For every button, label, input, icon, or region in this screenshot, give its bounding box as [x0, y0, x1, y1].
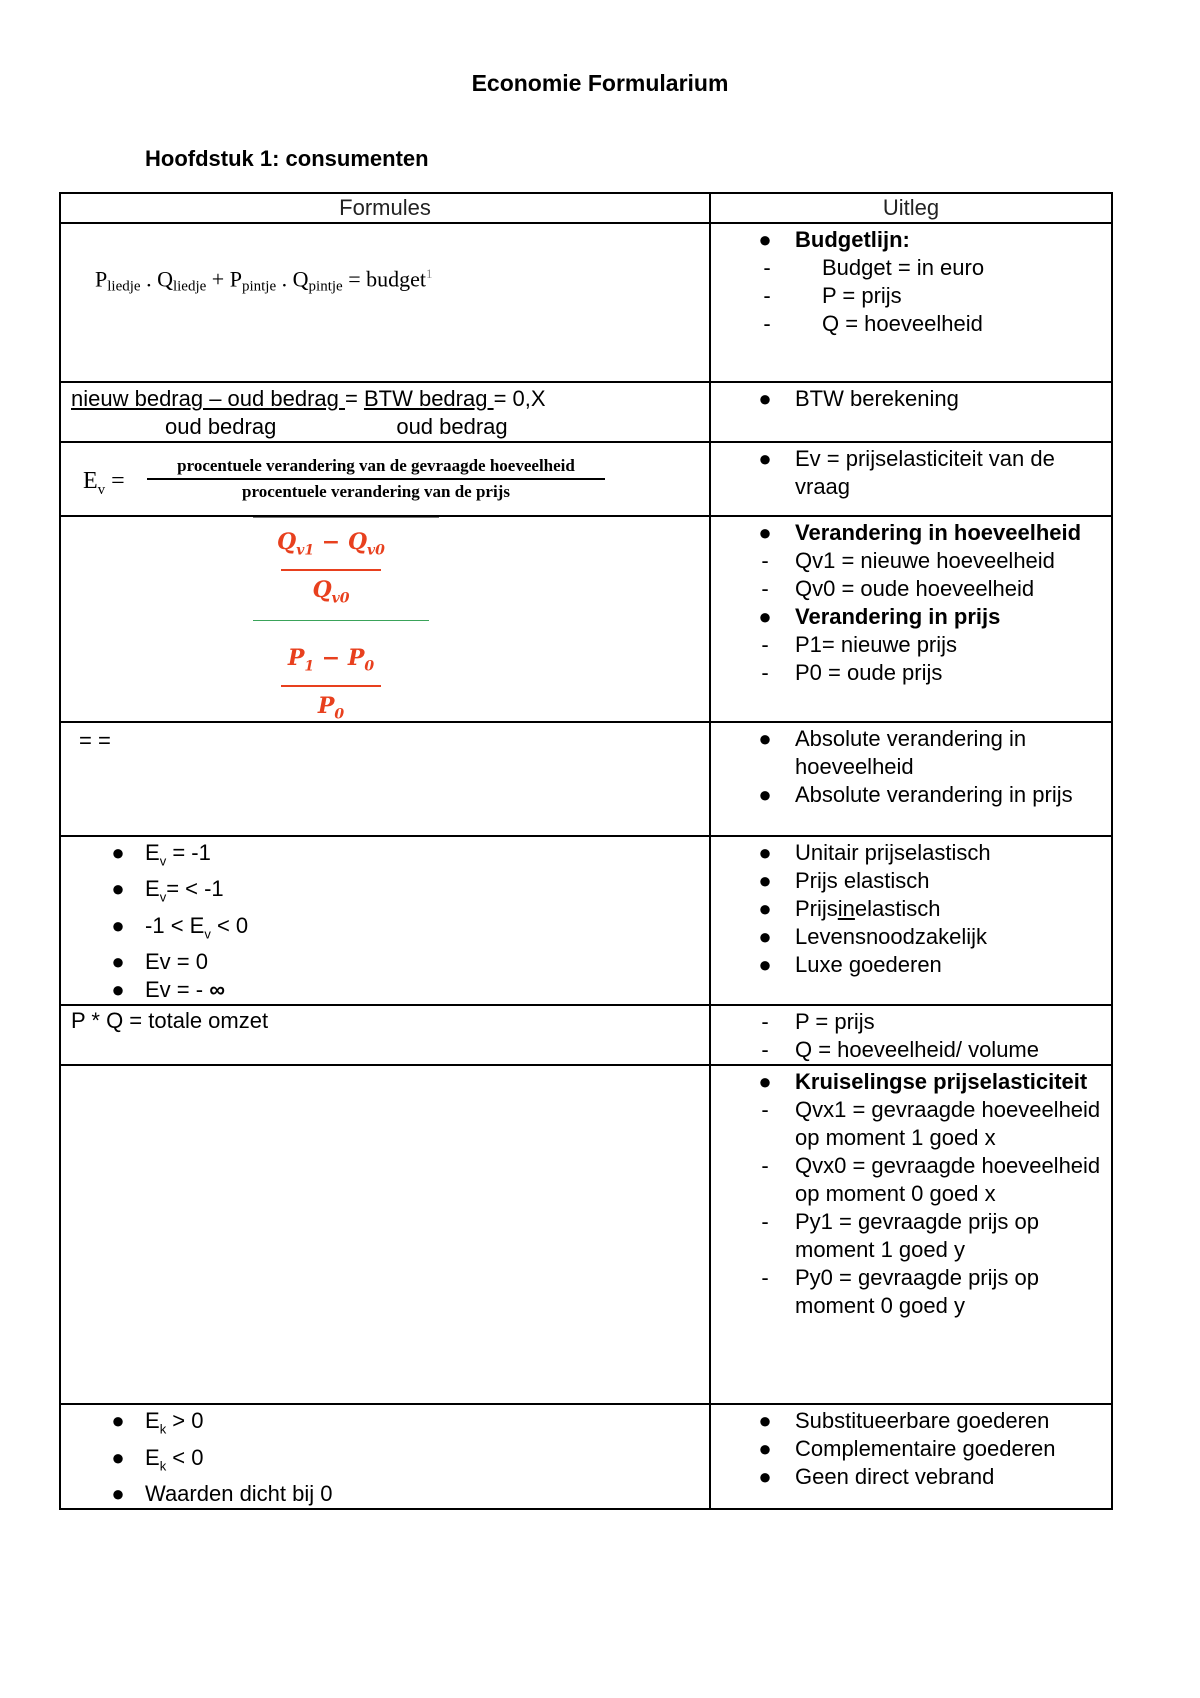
list-item: ● Kruiselingse prijselasticiteit [758, 1069, 1088, 1095]
list-item: ● $-1 < E_v < 0$ [111, 912, 249, 942]
absolute-change-explanation [710, 722, 1112, 836]
list-item: ● $E_k > 0$ [111, 1408, 204, 1437]
revenue-formula: P * Q = totale omzet [60, 1005, 710, 1065]
list-item: ● $E_v = -1$ [111, 840, 211, 869]
list-item: ● Prijs elastisch [758, 868, 930, 893]
elasticity-values [60, 836, 710, 1005]
cross-elasticity-values [60, 1404, 710, 1509]
list-item: - Budget = in euro [763, 255, 985, 280]
list-item: - Py0 = gevraagde prijs op moment 0 goed y [761, 1265, 1039, 1319]
table-row [60, 1404, 1112, 1509]
list-item: - Qvx1 = gevraagde hoeveelheid op moment 1 goed x [761, 1097, 1101, 1151]
percentage-change-formula: $Q_{v1} - Q_{v0}$ $Q_{v0}$ $P_1 - P_0$ $P_0$ [60, 516, 710, 722]
list-item: ● BTW berekening [758, 386, 959, 411]
revenue-explanation [710, 1005, 1112, 1065]
table-row [60, 1005, 1112, 1065]
goods-types [710, 1404, 1112, 1509]
list-item: - Q = hoeveelheid/ volume [761, 1037, 1039, 1063]
table-row [60, 223, 1112, 382]
elasticity-explanation [710, 442, 1112, 516]
budget-explanation [710, 223, 1112, 382]
list-item: - P0 = oude prijs [761, 660, 943, 685]
list-item: - Qv0 = oude hoeveelheid [761, 576, 1035, 601]
list-item: ● Ev = prijselasticiteit van de vraag [758, 446, 1055, 499]
cross-elasticity-explanation [710, 1065, 1112, 1404]
list-item: - P1= nieuwe prijs [761, 632, 958, 657]
list-item: ● $E_k < 0$ [111, 1444, 204, 1473]
list-item: ● Ev = 0 [111, 949, 208, 975]
list-item: ● Verandering in prijs [758, 604, 1001, 629]
list-item: - Qvx0 = gevraagde hoeveelheid op moment 0 goed x [761, 1153, 1101, 1207]
table-row [60, 442, 1112, 516]
table-row [60, 722, 1112, 836]
page-title: Economie Formularium [471, 70, 729, 96]
list-item: ● Budgetlijn: [758, 227, 910, 252]
list-item: - Py1 = gevraagde prijs op moment 1 goed y [761, 1209, 1039, 1263]
list-item: ● Complementaire goederen [758, 1436, 1056, 1462]
change-explanation [710, 516, 1112, 722]
chapter-heading: Hoofdstuk 1: consumenten [145, 146, 429, 171]
elasticity-formula: $E_v$ = procentuele verandering van de gevraagde hoeveelheid procentuele verandering van de prijs [60, 442, 710, 516]
table-header-row [60, 193, 1112, 223]
absolute-change-formula: = = [60, 722, 710, 836]
list-item: ● Prijsinelastisch [758, 896, 941, 921]
list-item: ● Levensnoodzakelijk [758, 924, 988, 949]
btw-explanation [710, 382, 1112, 442]
list-item: ● Absolute verandering in hoeveelheid [758, 726, 1027, 779]
elasticity-types [710, 836, 1112, 1005]
cross-elasticity-formula [60, 1065, 710, 1404]
list-item: ● Geen direct vebrand [758, 1464, 995, 1490]
header-formules: Formules [60, 193, 710, 223]
list-item: ● Luxe goederen [758, 952, 942, 977]
table-row [60, 1065, 1112, 1404]
list-item: ● Unitair prijselastisch [758, 840, 991, 865]
header-uitleg: Uitleg [710, 193, 1112, 223]
list-item: - Q = hoeveelheid [763, 311, 983, 336]
table-row [60, 836, 1112, 1005]
table-row [60, 516, 1112, 722]
list-item: ● Substitueerbare goederen [758, 1408, 1050, 1434]
list-item: ● $E_v= < -1$ [111, 876, 224, 905]
btw-formula: nieuw bedrag – oud bedrag = BTW bedrag = 0,X oud bedrag oud bedrag [60, 382, 710, 442]
list-item: - Qv1 = nieuwe hoeveelheid [761, 548, 1055, 573]
budget-formula: $P_{liedje}$ . $Q_{liedje} + P_{pintje}$ . $Q_{pintje}$ = budget$^1$ [60, 223, 710, 382]
list-item: ● Ev = - ∞ [111, 977, 225, 1003]
table-row [60, 382, 1112, 442]
list-item: ● Absolute verandering in prijs [758, 782, 1073, 807]
list-item: - P = prijs [761, 1009, 875, 1035]
formula-table [59, 192, 1113, 1510]
list-item: ● Verandering in hoeveelheid [758, 520, 1082, 545]
list-item: - P = prijs [763, 283, 902, 308]
list-item: ● Waarden dicht bij 0 [111, 1480, 333, 1506]
